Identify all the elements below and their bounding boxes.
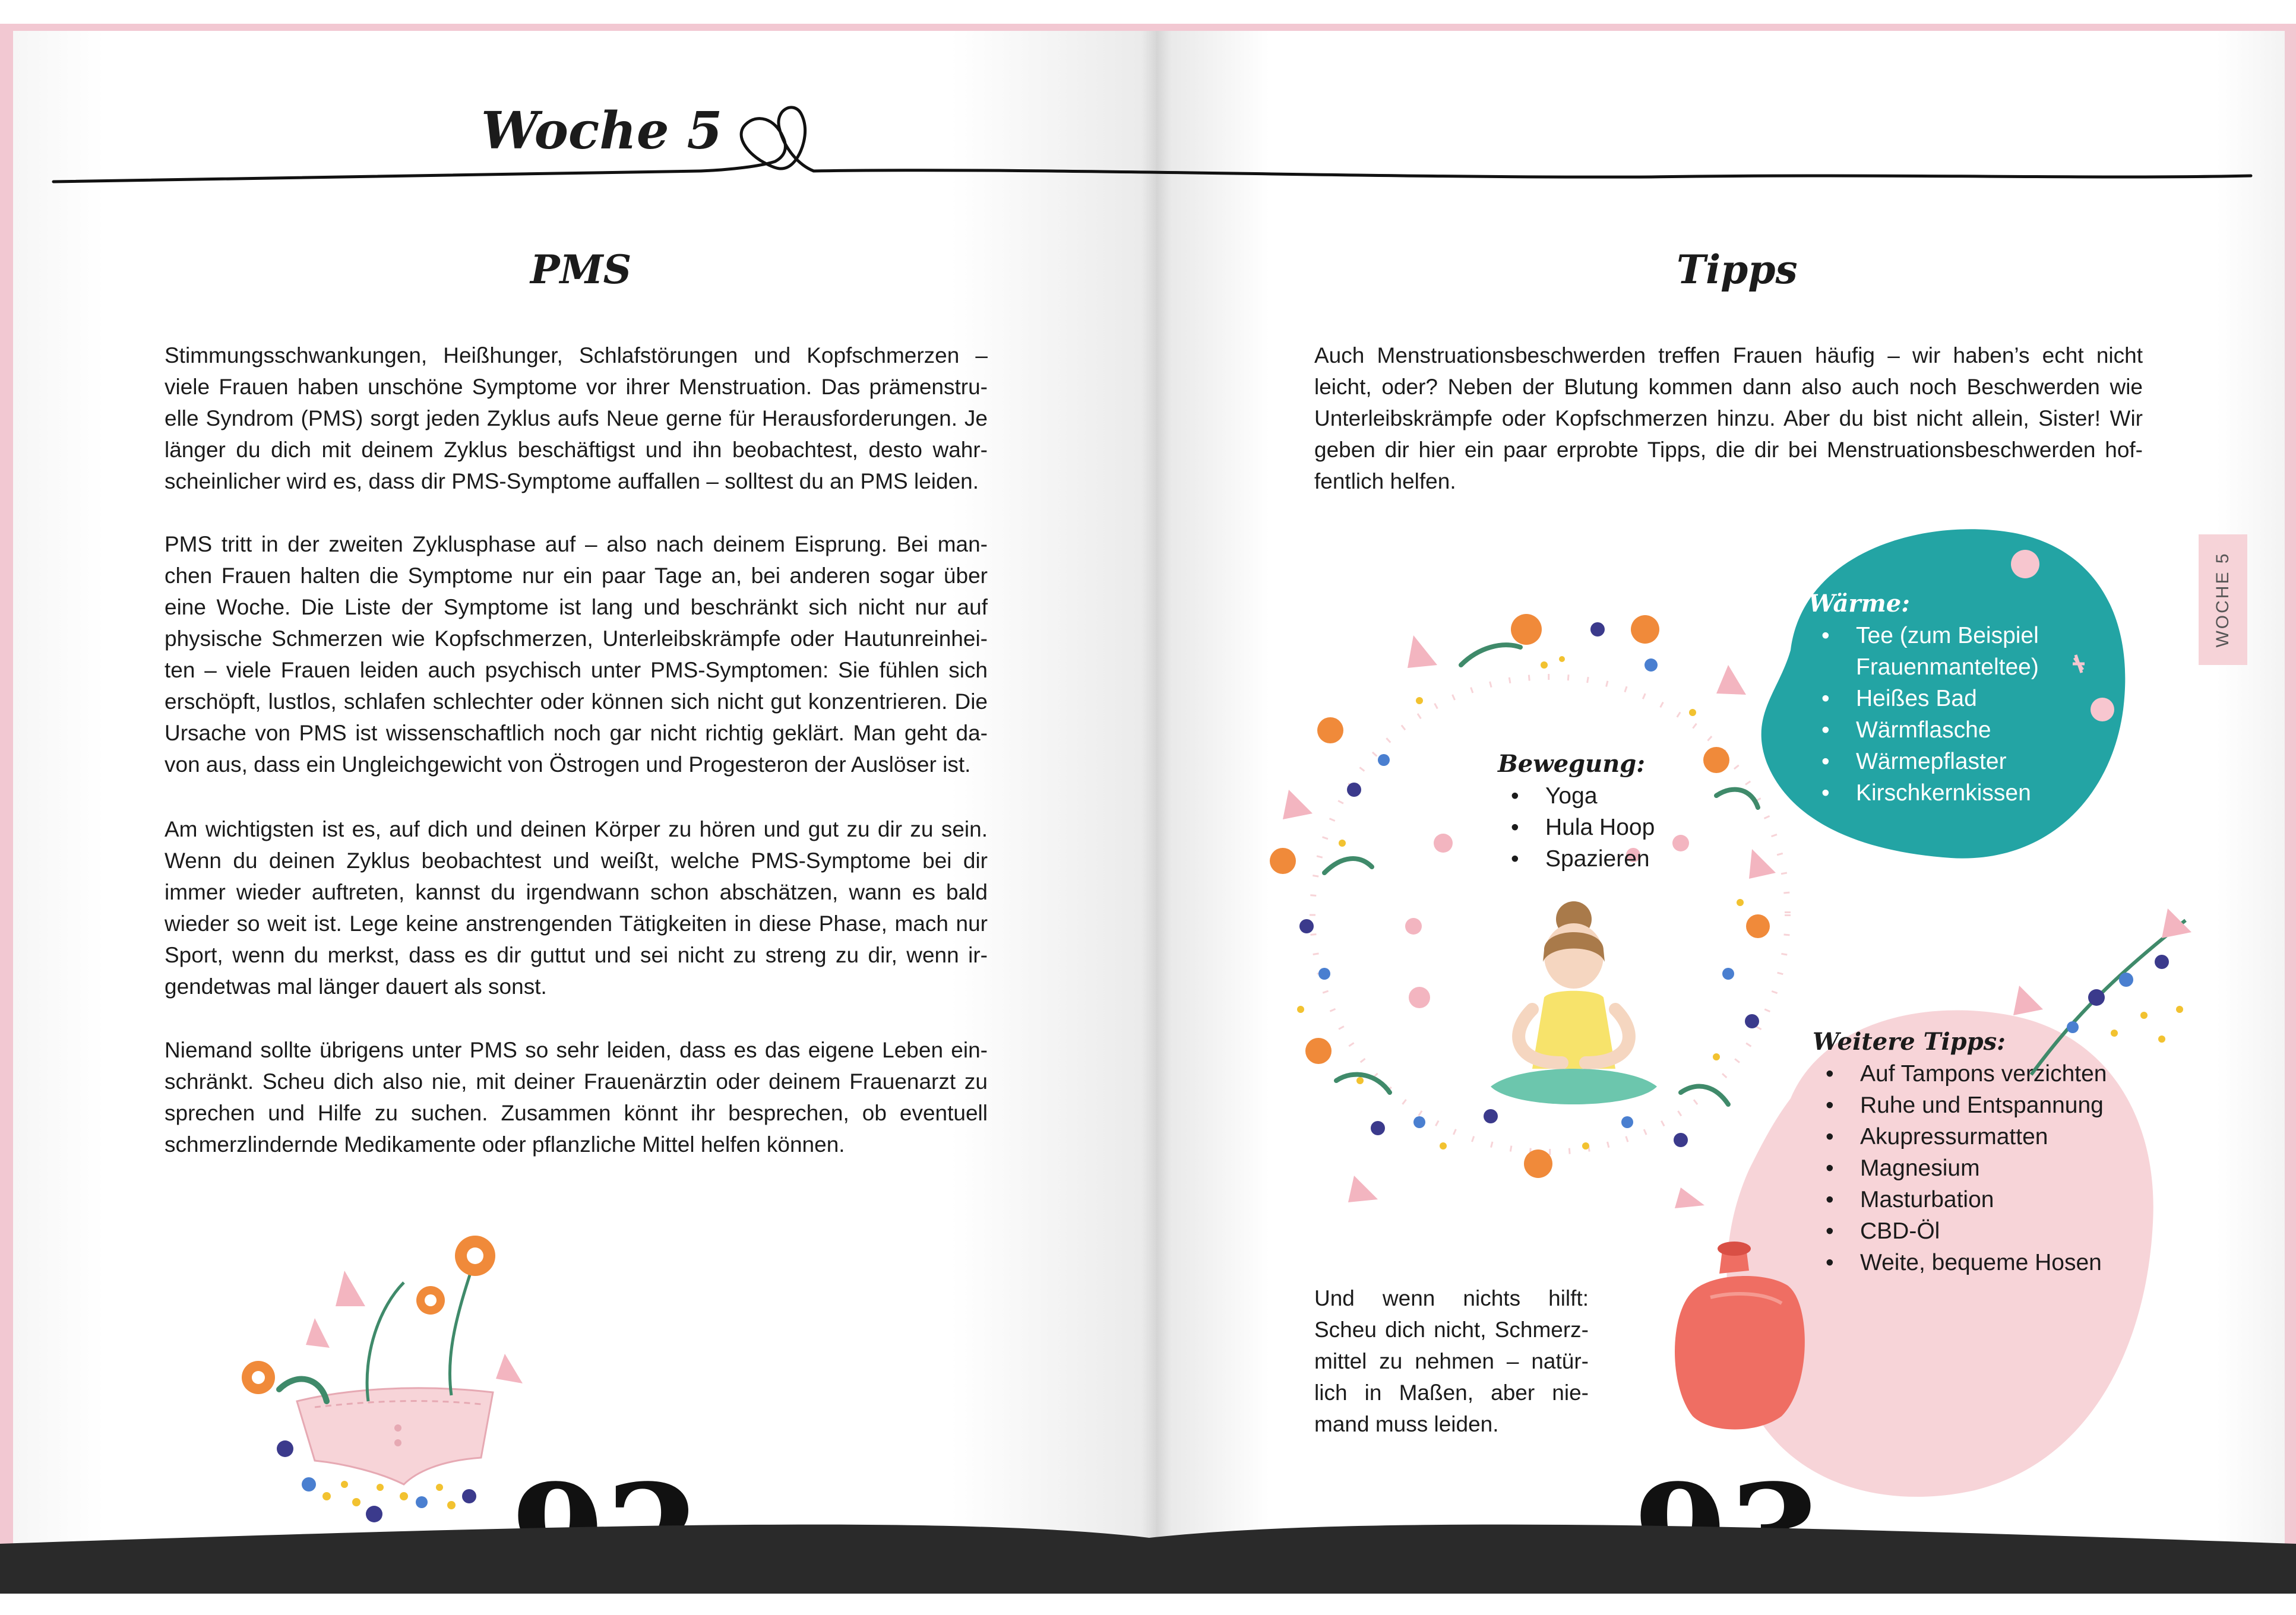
waerme-box — [1808, 588, 2093, 809]
week-side-tab: WOCHE 5 — [2199, 534, 2247, 665]
header-line-heart-icon — [48, 95, 2257, 196]
page-curve — [0, 1502, 2296, 1591]
weitere-tipps-item: • Magnesium — [1813, 1152, 2121, 1184]
bewegung-item: • Hula Hoop — [1498, 812, 1747, 843]
underwear-flowers-illustration — [226, 1223, 546, 1532]
waerme-item: • Wärmflasche — [1808, 714, 2093, 746]
waerme-title: Wärme: — [1808, 590, 1910, 618]
bewegung-title: Bewegung: — [1498, 750, 1646, 778]
tips-heading: Tipps — [1677, 246, 1798, 293]
pms-paragraph-2: PMS tritt in der zweiten Zyklusphase auf – also nach deinem Eisprung. Bei man-chen Frauen halten die Symptome nur ein paar Tage an, bei anderen sogar über eine Woche. Die Liste der Symptome ist lang und beschränkt sich nicht nur auf physische Schmerzen wie Kopfschmerzen, Unterleibskrämpfe oder Hautunreinhei-ten – viele Frauen leiden auch psychisch unter PMS-Symptomen: Sie fühlen sich erschöpft, lustlos, schlafen schlechter oder können sich nicht gut konzentrieren. Die Ursache von PMS ist wissenschaftlich noch gar nicht richtig geklärt. Man geht da-von aus, dass ein Ungleichgewicht von Östrogen und Progesteron der Auslöser ist. — [165, 532, 988, 777]
waerme-item: • Wärmepflaster — [1808, 746, 2093, 777]
weitere-tipps-item: • CBD-Öl — [1813, 1215, 2121, 1247]
waerme-item: • Heißes Bad — [1808, 683, 2093, 714]
bewegung-box — [1498, 748, 1747, 875]
weitere-tipps-item: • Masturbation — [1813, 1184, 2121, 1215]
flower-branch-decoration — [2007, 897, 2203, 1092]
pms-paragraph-1: Stimmungsschwankungen, Heißhunger, Schlafstörungen und Kopfschmerzen – viele Frauen haben unschöne Symptome vor ihrer Menstruation. Das prämenstru-elle Syndrom (PMS) sorgt jeden Zyklus aufs Neue gerne für Herausforderungen. Je länger du dich mit deinem Zyklus beschäftigst und ihn beobachtest, desto wahr-scheinlicher wird es, dass dir PMS-Symptome auffallen – solltest du an PMS leiden. — [165, 343, 988, 493]
waerme-item: • Kirschkernkissen — [1808, 777, 2093, 809]
weitere-tipps-title: Weitere Tipps: — [1813, 1028, 2006, 1056]
weitere-tipps-item: • Auf Tampons verzichten — [1813, 1058, 2121, 1090]
book-bottom-shadow — [0, 1544, 2296, 1594]
pms-paragraph-4: Niemand sollte übrigens unter PMS so sehr leiden, dass es das eigene Leben ein-schränkt. Scheu dich also nie, mit deiner Frauenärztin oder deinem Frauenarzt zu sprechen und Hilfe zu suchen. Zusammen könnt ihr besprechen, ob eventuell schmerzlindernde Medikamente oder pflanzliche Mittel helfen können. — [165, 1038, 988, 1157]
weitere-tipps-item: • Akupressurmatten — [1813, 1121, 2121, 1152]
week-title: Woche 5 — [481, 101, 723, 161]
flower-wreath-yoga-illustration — [1265, 594, 1829, 1211]
bewegung-item: • Yoga — [1498, 780, 1747, 812]
weitere-tipps-item: • Weite, bequeme Hosen — [1813, 1247, 2121, 1278]
weitere-tipps-item: • Ruhe und Entspannung — [1813, 1090, 2121, 1121]
pms-heading: PMS — [530, 246, 632, 293]
hot-water-bottle-icon — [1663, 1238, 1829, 1434]
closing-text: Und wenn nichts hilft: Scheu dich nicht, Schmerz-mittel zu nehmen – natür-lich in Maßen, aber nie-mand muss leiden. — [1314, 1286, 1589, 1436]
pms-paragraph-3: Am wichtigsten ist es, auf dich und deinen Körper zu hören und gut zu dir zu sein. Wenn du deinen Zyklus beobachtest und weißt, welche PMS-Symptome bei dir immer wieder auftreten, kannst du irgendwann schon abschätzen, wann es bald wieder so weit ist. Lege keine anstrengenden Tätigkeiten in diese Phase, mach nur Sport, wenn du merkst, dass es dir guttut und sei nicht zu streng zu dir, wenn ir-gendetwas mal länger dauert als sonst. — [165, 817, 988, 999]
book-gutter — [1141, 31, 1171, 1575]
tips-intro: Auch Menstruationsbeschwerden treffen Frauen häufig – wir haben’s echt nicht leicht, oder? Neben der Blutung kommen dann also auch noch Beschwerden wie Unterleibskrämpfe oder Kopfschmerzen hinzu. Aber du bist nicht allein, Sister! Wir geben dir hier ein paar erprobte Tipps, die dir bei Menstruationsbeschwerden hof-fentlich helfen. — [1314, 343, 2143, 493]
bewegung-item: • Spazieren — [1498, 843, 1747, 875]
waerme-item: • Tee (zum Beispiel Frauenmanteltee) — [1808, 620, 2093, 683]
